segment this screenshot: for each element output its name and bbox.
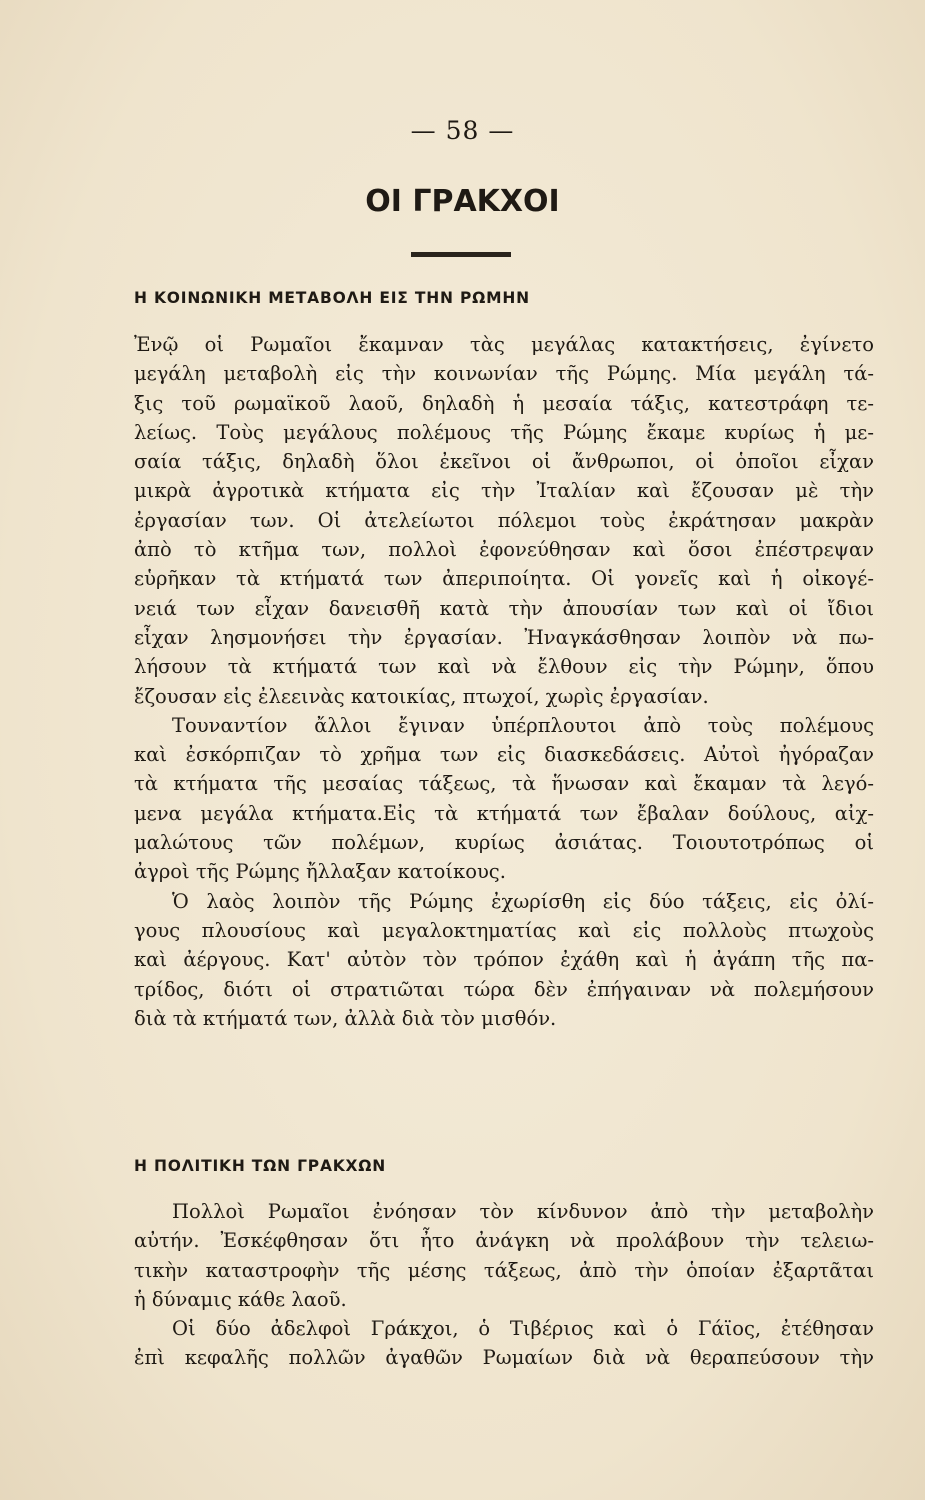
text-line: τικὴν καταστροφὴν τῆς μέσης τάξεως, ἀπὸ τὴν ὁποίαν ἐξαρτᾶται [134, 1258, 874, 1282]
text-line: καὶ ἀέργους. Κατ' αὐτὸν τὸν τρόπον ἐχάθη καὶ ἡ ἀγάπη τῆς πα- [134, 948, 874, 972]
text-line: εἶχαν λησμονήσει τὴν ἐργασίαν. Ἠναγκάσθησαν λοιπὸν νὰ πω- [134, 625, 874, 649]
text-line: νειά των εἶχαν δανεισθῆ κατὰ τὴν ἀπουσίαν των καὶ οἱ ἴδιοι [134, 596, 874, 620]
text-line: ἔζουσαν εἰς ἐλεεινὰς κατοικίας, πτωχοί, χωρὶς ἐργασίαν. [134, 684, 709, 708]
text-line: ἡ δύναμις κάθε λαοῦ. [134, 1287, 347, 1311]
text-line: εὑρῆκαν τὰ κτήματά των ἀπεριποίητα. Οἱ γονεῖς καὶ ἡ οἰκογέ- [134, 567, 874, 591]
section-body-gracchi-policy [134, 1197, 874, 1373]
text-line: ἀγροὶ τῆς Ρώμης ἤλλαξαν κατοίκους. [134, 860, 506, 884]
text-line: μεγάλη μεταβολὴ εἰς τὴν κοινωνίαν τῆς Ρώμης. Μία μεγάλη τά- [134, 362, 874, 386]
text-line: μαλώτους τῶν πολέμων, κυρίως ἀσιάτας. Τοιουτοτρόπως οἱ [134, 831, 874, 855]
text-line: τρίδος, διότι οἱ στρατιῶται τώρα δὲν ἐπήγαιναν νὰ πολεμήσουν [134, 977, 874, 1001]
section-heading-social-change: Η ΚΟΙΝΩΝΙΚΗ ΜΕΤΑΒΟΛΗ ΕΙΣ ΤΗΝ ΡΩΜΗΝ [134, 289, 530, 307]
text-line: σαία τάξις, δηλαδὴ ὅλοι ἐκεῖνοι οἱ ἄνθρωποι, οἱ ὁποῖοι εἶχαν [134, 450, 874, 474]
text-line: μενα μεγάλα κτήματα.Εἰς τὰ κτήματά των ἔβαλαν δούλους, αἰχ- [134, 801, 874, 825]
text-line: λείως. Τοὺς μεγάλους πολέμους τῆς Ρώμης ἔκαμε κυρίως ἡ με- [134, 420, 874, 444]
text-line: Πολλοὶ Ρωμαῖοι ἐνόησαν τὸν κίνδυνον ἀπὸ τὴν μεταβολὴν [172, 1200, 874, 1223]
text-line: καὶ ἐσκόρπιζαν τὸ χρῆμα των εἰς διασκεδάσεις. Αὐτοὶ ἠγόραζαν [134, 743, 874, 767]
chapter-title: ΟΙ ΓΡΑΚΧΟΙ [365, 184, 560, 219]
section-heading-gracchi-policy: Η ΠΟΛΙΤΙΚΗ ΤΩΝ ΓΡΑΚΧΩΝ [134, 1157, 387, 1175]
text-line: λήσουν τὰ κτήματά των καὶ νὰ ἔλθουν εἰς τὴν Ρώμην, ὅπου [134, 655, 874, 679]
title-rule [411, 252, 511, 257]
text-line: Οἱ δύο ἀδελφοὶ Γράκχοι, ὁ Τιβέριος καὶ ὁ Γάϊος, ἐτέθησαν [172, 1317, 874, 1341]
text-line: ἀπὸ τὸ κτῆμα των, πολλοὶ ἐφονεύθησαν καὶ ὅσοι ἐπέστρεψαν [134, 538, 874, 562]
section-body-social-change [134, 330, 874, 1033]
text-line: μικρὰ ἀγροτικὰ κτήματα εἰς τὴν Ἰταλίαν καὶ ἔζουσαν μὲ τὴν [134, 479, 874, 503]
text-line: ἐργασίαν των. Οἱ ἀτελείωτοι πόλεμοι τοὺς ἐκράτησαν μακρὰν [134, 508, 874, 532]
page-number: — 58 — [410, 116, 515, 145]
text-line: γους πλουσίους καὶ μεγαλοκτηματίας καὶ εἰς πολλοὺς πτωχοὺς [134, 918, 874, 942]
text-line: διὰ τὰ κτήματά των, ἀλλὰ διὰ τὸν μισθόν. [134, 1006, 557, 1030]
text-line: ἐπὶ κεφαλῆς πολλῶν ἀγαθῶν Ρωμαίων διὰ νὰ θεραπεύσουν τὴν [134, 1346, 874, 1370]
text-line: Ὁ λαὸς λοιπὸν τῆς Ρώμης ἐχωρίσθη εἰς δύο τάξεις, εἰς ὀλί- [172, 889, 874, 913]
text-line: Τουναντίον ἄλλοι ἔγιναν ὑπέρπλουτοι ἀπὸ τοὺς πολέμους [172, 713, 874, 737]
text-line: τὰ κτήματα τῆς μεσαίας τάξεως, τὰ ἥνωσαν καὶ ἔκαμαν τὰ λεγό- [134, 772, 874, 796]
text-line: ξις τοῦ ρωμαϊκοῦ λαοῦ, δηλαδὴ ἡ μεσαία τάξις, κατεστράφη τε- [134, 391, 874, 415]
text-line: αὐτήν. Ἐσκέφθησαν ὅτι ἦτο ἀνάγκη νὰ προλάβουν τὴν τελειω- [134, 1229, 874, 1253]
text-line: Ἐνῷ οἱ Ρωμαῖοι ἔκαμναν τὰς μεγάλας κατακτήσεις, ἐγίνετο [134, 333, 874, 356]
